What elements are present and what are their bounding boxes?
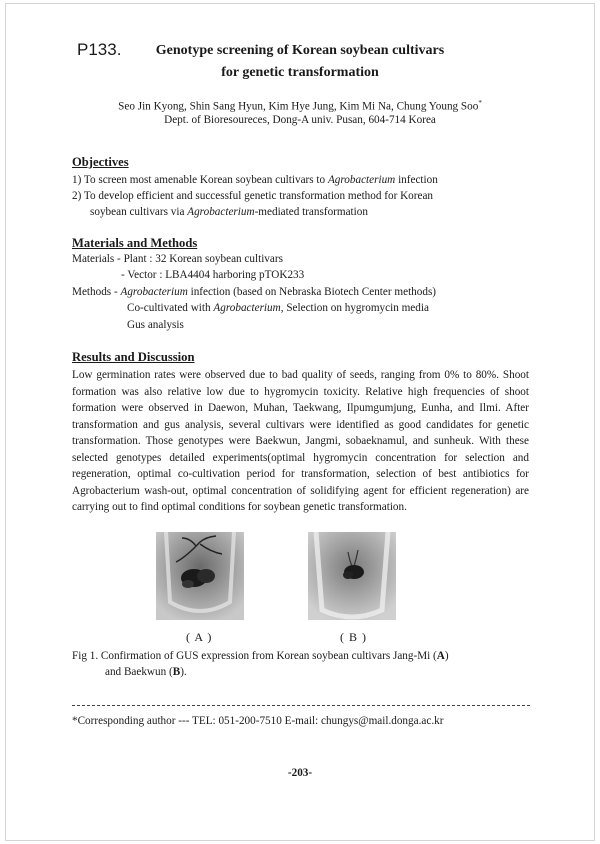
affiliation: Dept. of Bioresoureces, Dong-A univ. Pusan, 604-714 Korea <box>164 114 436 126</box>
author-names: Seo Jin Kyong, Shin Sang Hyun, Kim Hye Jung, Kim Mi Na, Chung Young Soo <box>118 100 479 113</box>
materials-plant: Materials - Plant : 32 Korean soybean cultivars <box>72 253 283 265</box>
figure-caption-line-2: and Baekwun (B). <box>105 666 187 678</box>
results-heading: Results and Discussion <box>72 350 195 364</box>
materials-heading: Materials and Methods <box>72 236 198 250</box>
paper-title-line-1: Genotype screening of Korean soybean cultivars <box>155 43 445 58</box>
corresponding-mark: * <box>478 99 482 107</box>
figure-label-a: ( A ) <box>186 630 213 644</box>
figure-photo-b <box>308 532 396 620</box>
figure-label-b: ( B ) <box>340 630 367 644</box>
corresponding-author: *Corresponding author --- TEL: 051-200-7510 E-mail: chungys@mail.donga.ac.kr <box>72 715 444 727</box>
figure-caption-line-1: Fig 1. Confirmation of GUS expression from Korean soybean cultivars Jang-Mi (A) <box>72 650 449 662</box>
results-body: Low germination rates were observed due to bad quality of seeds, ranging from 0% to 80%. Shoot formation was also relative low due to hygromycin toxicity. Relative high frequencies of shoot formation were observed in Daewon, Muhan, Taekwang, Ilpumgumjung, Eunha, and Ilmi. After transformation and gus analysis, several cultivars were identified as good candidates for genetic transformation. Those genotypes were Baekwun, Jangmi, sobaeknamul, and sunheuk. With these selected genotypes detailed experiments(optimal hygromycin concentration for selection and regeneration, optimal co-cultivation period for transformation, selection of best antibiotics for Agrobacterium wash-out, optimal concentration of solidifying agent for efficient regeneration) are carrying out to find optimal conditions for soybean genetic transformation. <box>72 369 529 513</box>
paper-title-line-2: for genetic transformation <box>221 65 379 80</box>
objective-2-line-2: soybean cultivars via Agrobacterium-mediated transformation <box>90 206 368 218</box>
objective-1: 1) To screen most amenable Korean soybean cultivars to Agrobacterium infection <box>72 174 438 186</box>
materials-vector: - Vector : LBA4404 harboring pTOK233 <box>121 269 305 281</box>
figure-photo-a <box>156 532 244 620</box>
methods-gus: Gus analysis <box>127 319 184 331</box>
methods-infection: Methods - Agrobacterium infection (based on Nebraska Biotech Center methods) <box>72 286 437 298</box>
objective-2-line-1: 2) To develop efficient and successful genetic transformation method for Korean <box>72 190 434 202</box>
poster-code: P133. <box>77 40 122 59</box>
page-number: -203- <box>287 767 313 779</box>
objectives-heading: Objectives <box>72 155 129 169</box>
methods-cocultivation: Co-cultivated with Agrobacterium, Selection on hygromycin media <box>127 302 429 314</box>
footer-divider <box>72 705 530 706</box>
